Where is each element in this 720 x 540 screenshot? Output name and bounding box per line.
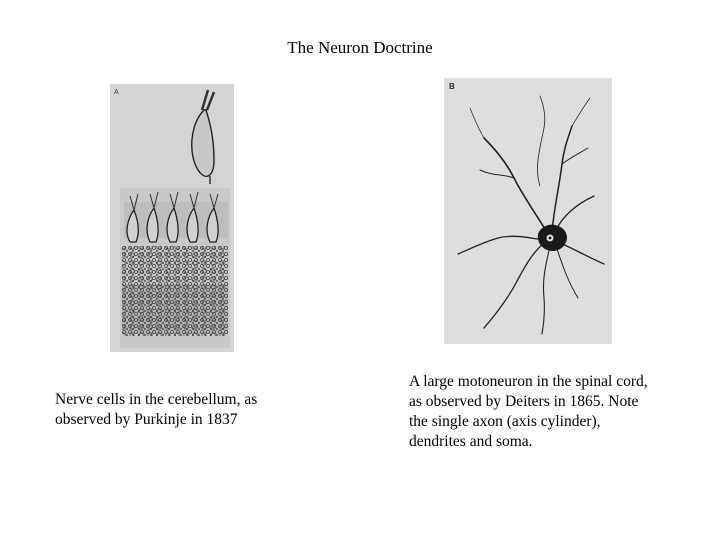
caption-line: A large motoneuron in the spinal cord, [409,373,648,390]
figure-motoneuron [444,78,612,344]
panel-label-b: B [449,82,455,91]
purkinje-drawing [110,84,234,352]
caption-purkinje [55,390,315,430]
page-title: The Neuron Doctrine [287,38,433,57]
panel-label-a: A [114,89,119,96]
caption-line: Nerve cells in the cerebellum, as [55,391,258,408]
figure-purkinje-cerebellum [110,84,234,352]
caption-line: observed by Purkinje in 1837 [55,411,238,428]
caption-line: as observed by Deiters in 1865. Note [409,393,639,410]
motoneuron-drawing [444,78,612,344]
caption-motoneuron [409,372,709,452]
caption-line: the single axon (axis cylinder), [409,413,601,430]
caption-line: dendrites and soma. [409,433,533,450]
